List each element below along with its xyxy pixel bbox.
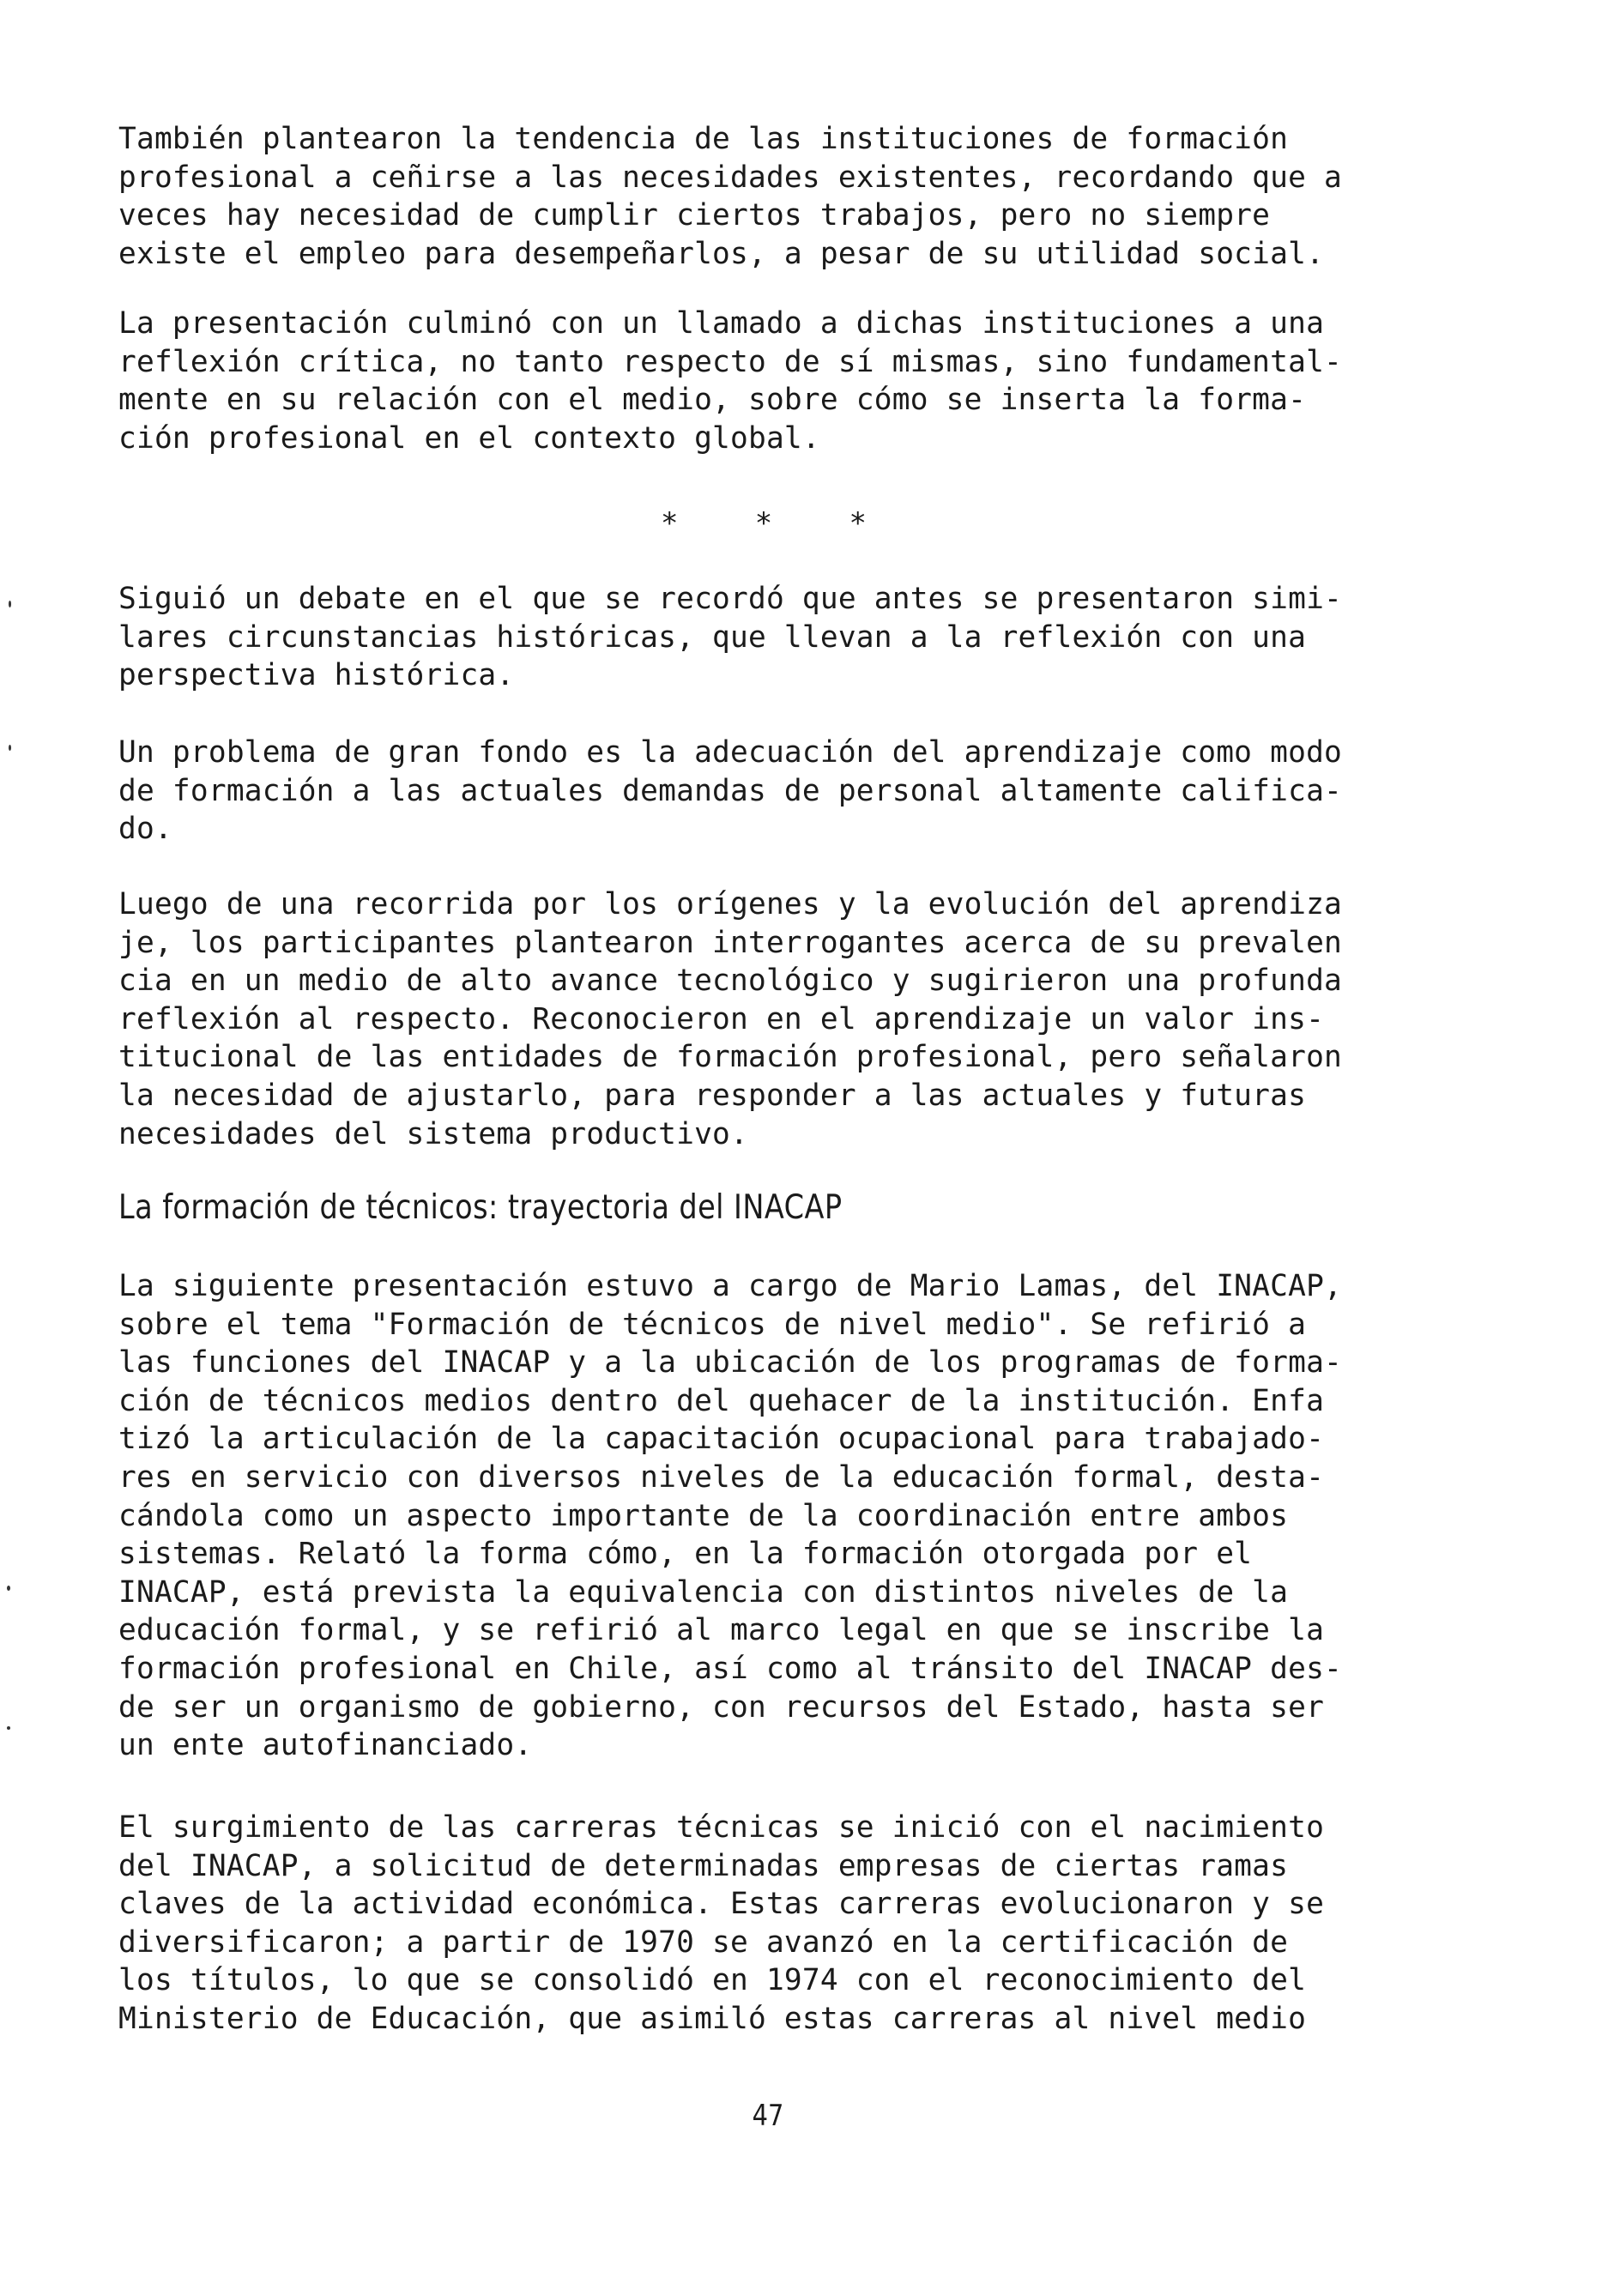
separator-asterisk: *: [661, 506, 679, 541]
paragraph-3: [118, 580, 1440, 695]
paragraph-1: [118, 120, 1440, 273]
text-line: ción profesional en el contexto global.: [118, 420, 820, 456]
text-line: También plantearon la tendencia de las instituciones de formación: [118, 122, 1289, 156]
text-line: del INACAP, a solicitud de determinadas empresas de ciertas ramas: [118, 1848, 1289, 1883]
scan-speck: [9, 745, 11, 751]
text-line: Un problema de gran fondo es la adecuación del aprendizaje como modo: [118, 735, 1343, 770]
text-line: mente en su relación con el medio, sobre cómo se inserta la forma-: [118, 383, 1307, 418]
text-line: formación profesional en Chile, así como al tránsito del INACAP des-: [118, 1651, 1343, 1686]
separator-asterisk: *: [754, 506, 773, 541]
text-line: res en servicio con diversos niveles de la educación formal, desta-: [118, 1459, 1325, 1495]
separator-asterisk: *: [849, 506, 867, 541]
paragraph-7: [118, 1809, 1440, 2039]
text-line: la necesidad de ajustarlo, para responder a las actuales y futuras: [118, 1078, 1307, 1113]
text-line: do.: [118, 812, 172, 847]
text-line: cándola como un aspecto importante de la coordinación entre ambos: [118, 1498, 1289, 1533]
text-line: El surgimiento de las carreras técnicas se inició con el nacimiento: [118, 1810, 1325, 1845]
text-line: de formación a las actuales demandas de personal altamente califica-: [118, 773, 1343, 808]
text-line: sobre el tema "Formación de técnicos de nivel medio". Se refirió a: [118, 1307, 1307, 1342]
text-line: cia en un medio de alto avance tecnológico y sugirieron una profunda: [118, 964, 1343, 999]
text-line: titucional de las entidades de formación profesional, pero señalaron: [118, 1040, 1343, 1075]
text-line: existe el empleo para desempeñarlos, a pesar de su utilidad social.: [118, 236, 1325, 271]
text-line: reflexión crítica, no tanto respecto de sí mismas, sino fundamental-: [118, 344, 1343, 379]
text-line: las funciones del INACAP y a la ubicación de los programas de forma-: [118, 1345, 1343, 1381]
text-line: necesidades del sistema productivo.: [118, 1116, 748, 1151]
text-line: Siguió un debate en el que se recordó que antes se presentaron simi-: [118, 582, 1343, 616]
text-line: un ente autofinanciado.: [118, 1728, 533, 1763]
section-heading: La formación de técnicos: trayectoria del INACAP: [118, 1188, 843, 1227]
text-line: La siguiente presentación estuvo a cargo de Mario Lamas, del INACAP,: [118, 1269, 1343, 1303]
page-number: 47: [752, 2099, 784, 2133]
text-line: reflexión al respecto. Reconocieron en el aprendizaje un valor ins-: [118, 1001, 1325, 1036]
text-line: lares circunstancias históricas, que llevan a la reflexión con una: [118, 619, 1307, 655]
paragraph-4: [118, 734, 1440, 849]
section-separator: [661, 506, 867, 541]
text-line: INACAP, está prevista la equivalencia con distintos niveles de la: [118, 1574, 1289, 1610]
paragraph-5: [118, 885, 1440, 1153]
text-line: Ministerio de Educación, que asimiló estas carreras al nivel medio: [118, 2001, 1307, 2036]
text-line: ción de técnicos medios dentro del quehacer de la institución. Enfa: [118, 1383, 1325, 1418]
paragraph-2: [118, 305, 1440, 457]
text-line: veces hay necesidad de cumplir ciertos trabajos, pero no siempre: [118, 198, 1271, 233]
text-line: La presentación culminó con un llamado a dichas instituciones a una: [118, 306, 1325, 341]
text-line: claves de la actividad económica. Estas carreras evolucionaron y se: [118, 1887, 1325, 1922]
text-line: profesional a ceñirse a las necesidades existentes, recordando que a: [118, 160, 1343, 195]
text-line: tizó la articulación de la capacitación ocupacional para trabajado-: [118, 1422, 1325, 1457]
scan-speck: [9, 601, 11, 607]
text-line: diversificaron; a partir de 1970 se avanzó en la certificación de: [118, 1924, 1289, 1960]
text-line: educación formal, y se refirió al marco legal en que se inscribe la: [118, 1613, 1325, 1648]
text-line: los títulos, lo que se consolidó en 1974 con el reconocimiento del: [118, 1963, 1307, 1998]
scan-speck: [7, 1586, 10, 1591]
text-line: perspectiva histórica.: [118, 658, 515, 693]
text-line: je, los participantes plantearon interrogantes acerca de su prevalen: [118, 925, 1343, 960]
text-line: Luego de una recorrida por los orígenes y la evolución del aprendiza: [118, 887, 1343, 921]
scan-speck: [7, 1726, 10, 1730]
text-line: sistemas. Relató la forma cómo, en la formación otorgada por el: [118, 1537, 1253, 1572]
text-line: de ser un organismo de gobierno, con recursos del Estado, hasta ser: [118, 1689, 1325, 1725]
paragraph-6: [118, 1267, 1440, 1765]
